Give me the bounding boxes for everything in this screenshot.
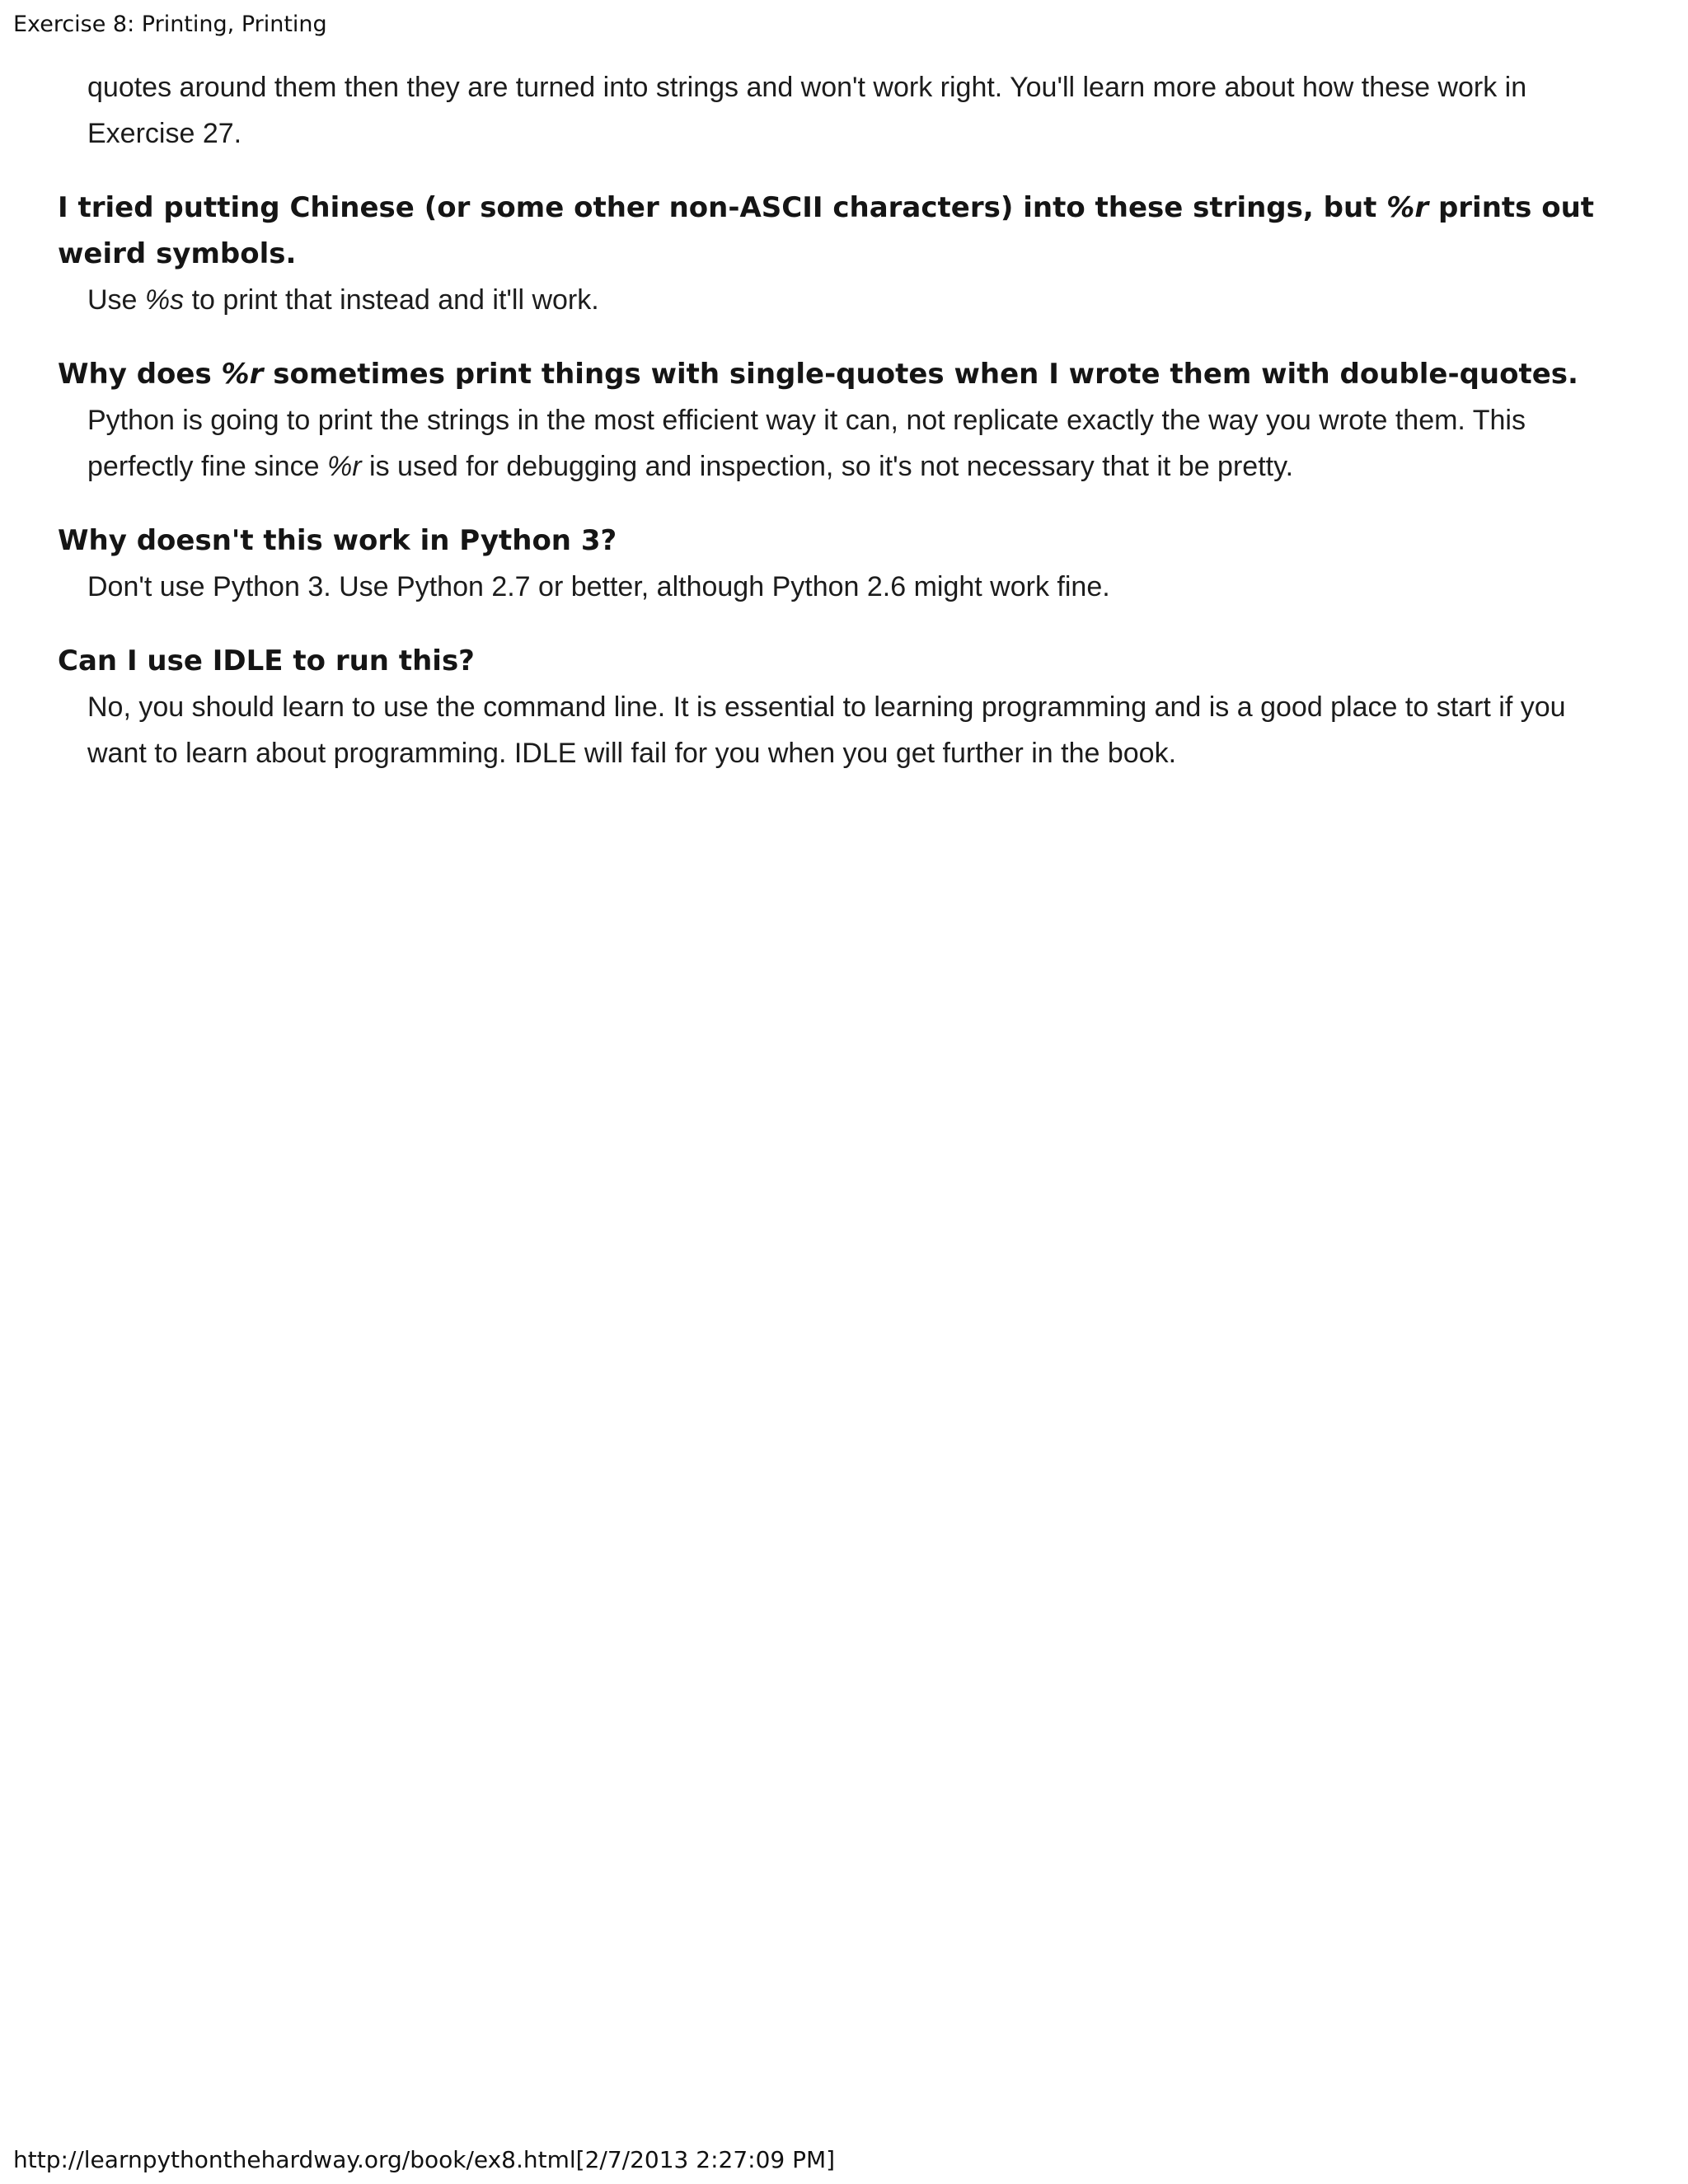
code-format-r: %r (1386, 191, 1429, 224)
faq-content (58, 64, 1615, 804)
faq-answer (87, 277, 1615, 323)
faq-question: Can I use IDLE to run this? (58, 644, 475, 677)
faq-answer: Don't use Python 3. Use Python 2.7 or better, although Python 2.6 might work fine. (87, 571, 1110, 602)
faq-answer (87, 397, 1615, 490)
question-text: Why does (58, 358, 222, 391)
faq-item-python3 (58, 518, 1615, 610)
page-header-title: Exercise 8: Printing, Printing (13, 12, 327, 37)
intro-continuation: quotes around them then they are turned into strings and won't work right. You'll learn more about how these work in Exercise 27. (87, 72, 1527, 149)
page-footer-url: http://learnpythonthehardway.org/book/ex8.html[2/7/2013 2:27:09 PM] (13, 2146, 836, 2173)
question-text: prints out weird symbols. (58, 191, 1595, 270)
faq-item-idle (58, 638, 1615, 776)
answer-text: to print that instead and it'll work. (184, 284, 599, 316)
faq-question (58, 185, 1615, 277)
question-text: sometimes print things with single-quotes when I wrote them with double-quotes. (263, 358, 1578, 391)
faq-item-non-ascii (58, 185, 1615, 323)
faq-question: Why doesn't this work in Python 3? (58, 524, 617, 557)
code-format-r: %r (221, 358, 264, 391)
faq-answer: No, you should learn to use the command line. It is essential to learning programming and is a good place to start if you want to learn about programming. IDLE will fail for you when you get further in the book. (87, 691, 1566, 769)
answer-text: is used for debugging and inspection, so it's not necessary that it be pretty. (361, 451, 1294, 482)
answer-text: Python is going to print the strings in the most efficient way it can, not replicate exactly the way you wrote them. This perfectly fine since (87, 405, 1526, 482)
question-text: I tried putting Chinese (or some other non-ASCII characters) into these strings, but (58, 191, 1387, 224)
answer-text: Use (87, 284, 145, 316)
faq-item-single-quotes (58, 351, 1615, 490)
code-format-s: %s (144, 284, 185, 316)
faq-question (58, 351, 1615, 397)
code-format-r: %r (327, 451, 362, 482)
